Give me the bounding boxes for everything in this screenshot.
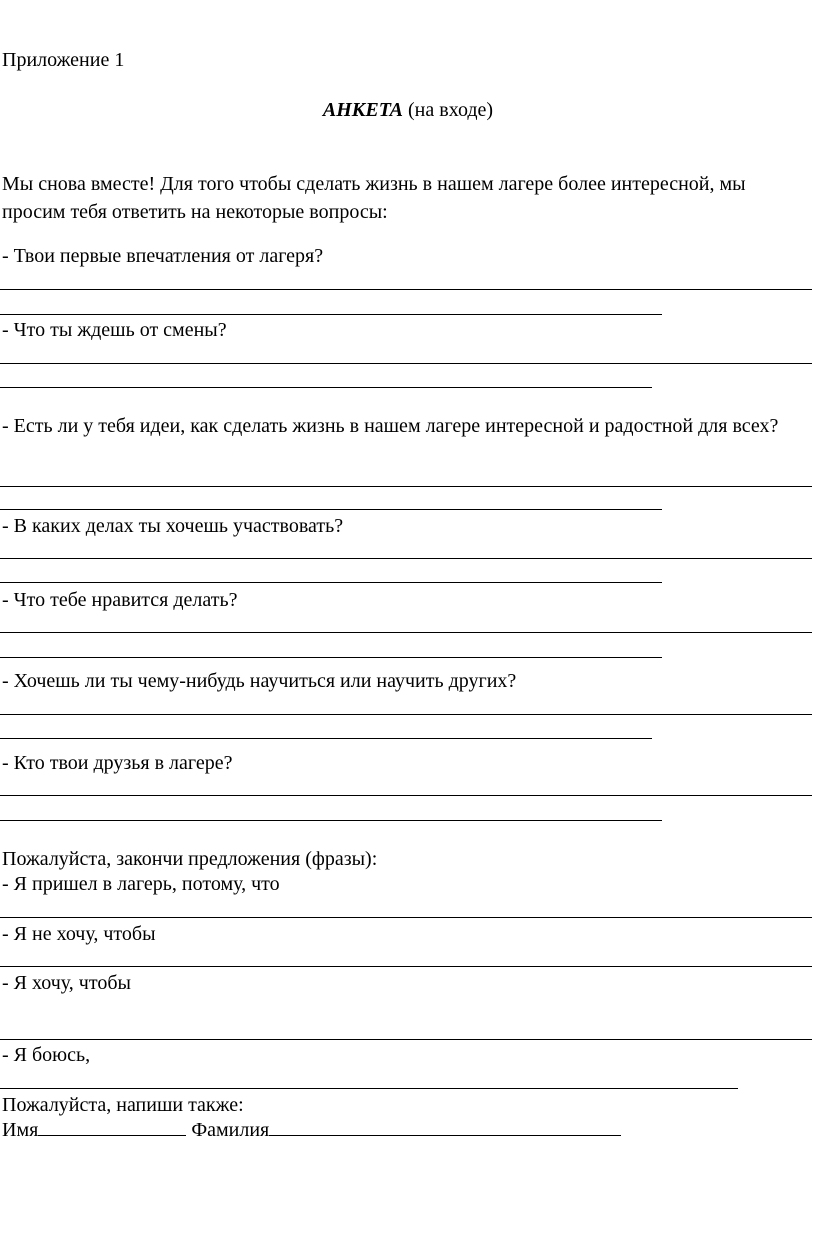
answer-line[interactable] <box>0 1088 738 1089</box>
appendix-label: Приложение 1 <box>2 49 125 71</box>
answer-line[interactable] <box>0 363 812 364</box>
complete-sentences-intro: Пожалуйста, закончи предложения (фразы): <box>2 848 378 870</box>
answer-line[interactable] <box>0 289 812 290</box>
question-7: - Кто твои друзья в лагере? <box>2 752 233 774</box>
answer-line[interactable] <box>0 582 662 583</box>
answer-line[interactable] <box>0 314 662 315</box>
answer-line[interactable] <box>0 966 812 967</box>
answer-line[interactable] <box>0 657 662 658</box>
answer-line[interactable] <box>0 917 812 918</box>
sentence-3: - Я хочу, чтобы <box>2 972 131 994</box>
question-4: - В каких делах ты хочешь участвовать? <box>2 515 344 537</box>
question-3: - Есть ли у тебя идеи, как сделать жизнь в нашем лагере интересной и радостной для всех? <box>2 415 779 437</box>
form-title <box>0 98 816 122</box>
question-1: - Твои первые впечатления от лагеря? <box>2 245 324 267</box>
last-name-label: Фамилия <box>191 1119 270 1141</box>
answer-line[interactable] <box>0 632 812 633</box>
name-row <box>2 1118 621 1142</box>
first-name-label: Имя <box>2 1119 39 1141</box>
question-2: - Что ты ждешь от смены? <box>2 319 227 341</box>
intro-text: Мы снова вместе! Для того чтобы сделать жизнь в нашем лагере более интересной, мы просим тебя ответить на некоторые вопросы: <box>2 173 746 223</box>
question-6: - Хочешь ли ты чему-нибудь научиться или научить других? <box>2 670 517 692</box>
answer-line[interactable] <box>0 714 812 715</box>
sentence-4: - Я боюсь, <box>2 1044 91 1066</box>
answer-line[interactable] <box>0 795 812 796</box>
answer-line[interactable] <box>0 509 662 510</box>
answer-line[interactable] <box>0 486 812 487</box>
first-name-field[interactable] <box>38 1135 186 1136</box>
answer-line[interactable] <box>0 738 652 739</box>
answer-line[interactable] <box>0 820 662 821</box>
answer-line[interactable] <box>0 387 652 388</box>
answer-line[interactable] <box>0 1039 812 1040</box>
form-title-main: АНКЕТА <box>322 99 404 121</box>
question-5: - Что тебе нравится делать? <box>2 589 238 611</box>
form-title-sub: (на входе) <box>408 99 494 121</box>
sentence-2: - Я не хочу, чтобы <box>2 923 156 945</box>
last-name-field[interactable] <box>269 1135 621 1136</box>
also-write-label: Пожалуйста, напиши также: <box>2 1094 244 1116</box>
answer-line[interactable] <box>0 558 812 559</box>
sentence-1: - Я пришел в лагерь, потому, что <box>2 873 280 895</box>
